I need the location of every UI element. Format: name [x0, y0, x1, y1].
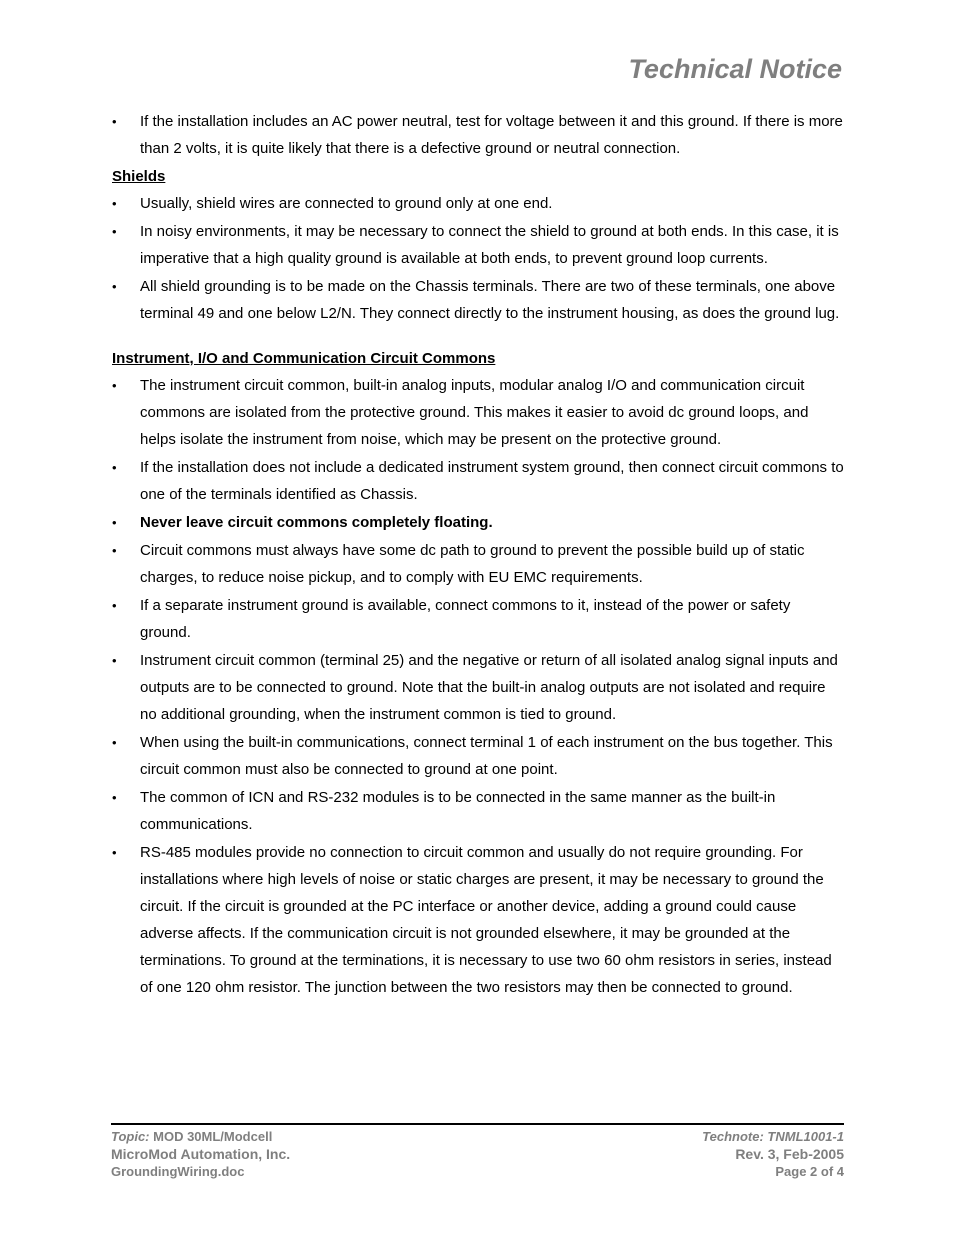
list-item	[112, 537, 844, 591]
intro-list	[112, 108, 844, 162]
list-item	[112, 454, 844, 508]
list-item-text: If the installation does not include a dedicated instrument system ground, then connect circuit commons to one of the terminals identified as Chassis.	[140, 459, 844, 503]
footer-row-topic	[111, 1128, 844, 1145]
list-item	[112, 108, 844, 162]
bullet-icon: •	[112, 845, 117, 860]
document-body	[112, 108, 844, 1002]
list-item-text: If the installation includes an AC power neutral, test for voltage between it and this ground. If there is more than 2 volts, it is quite likely that there is a defective ground or neutral connection.	[140, 113, 843, 157]
list-item-text: The instrument circuit common, built-in analog inputs, modular analog I/O and communication circuit commons are isolated from the protective ground. This makes it easier to avoid dc ground loops, and helps isolate the instrument from noise, which may be present on the protective ground.	[140, 377, 809, 448]
list-item-text: RS-485 modules provide no connection to circuit common and usually do not require grounding. For installations where high levels of noise or static charges are present, it may be necessary to ground the circuit. If the circuit is grounded at the PC interface or another device, adding a ground could cause adverse affects. If the communication circuit is not grounded elsewhere, it may be grounded at the terminations. To ground at the terminations, it is necessary to use two 60 ohm resistors in series, instead of one 120 ohm resistor. The junction between the two resistors may then be connected to ground.	[140, 844, 832, 996]
footer-filename: GroundingWiring.doc	[111, 1164, 245, 1179]
bullet-icon: •	[112, 114, 117, 129]
list-item	[112, 784, 844, 838]
list-item-text: In noisy environments, it may be necessary to connect the shield to ground at both ends. In this case, it is imperative that a high quality ground is available at both ends, to prevent ground loop currents.	[140, 223, 839, 267]
page-footer	[111, 1123, 844, 1180]
bullet-icon: •	[112, 224, 117, 239]
footer-row-file	[111, 1163, 844, 1180]
list-item	[112, 218, 844, 272]
bullet-icon: •	[112, 378, 117, 393]
footer-company: MicroMod Automation, Inc.	[111, 1146, 291, 1162]
footer-page-number: Page 2 of 4	[775, 1164, 844, 1179]
footer-topic-value: MOD 30ML/Modcell	[149, 1129, 273, 1144]
list-item	[112, 190, 844, 217]
list-item-text: All shield grounding is to be made on the Chassis terminals. There are two of these terminals, one above terminal 49 and one below L2/N. They connect directly to the instrument housing, as does the ground lug.	[140, 278, 840, 322]
bullet-icon: •	[112, 598, 117, 613]
footer-revision: Rev. 3, Feb-2005	[735, 1146, 844, 1162]
section-heading-shields: Shields	[112, 168, 166, 185]
footer-topic-label: Topic:	[111, 1129, 150, 1144]
list-item-text: When using the built-in communications, connect terminal 1 of each instrument on the bus together. This circuit common must also be connected to ground at one point.	[140, 734, 833, 778]
shields-list	[112, 190, 844, 327]
list-item-emphasis	[112, 509, 844, 536]
list-item	[112, 647, 844, 728]
list-item	[112, 273, 844, 327]
list-item	[112, 839, 844, 1001]
bullet-icon: •	[112, 460, 117, 475]
list-item	[112, 372, 844, 453]
list-item-text: Usually, shield wires are connected to ground only at one end.	[140, 195, 553, 212]
list-item-text: If a separate instrument ground is available, connect commons to it, instead of the power or safety ground.	[140, 597, 791, 641]
bullet-icon: •	[112, 515, 117, 530]
bullet-icon: •	[112, 196, 117, 211]
bullet-icon: •	[112, 735, 117, 750]
list-item-text: The common of ICN and RS-232 modules is to be connected in the same manner as the built-in communications.	[140, 789, 776, 833]
footer-topic	[111, 1128, 272, 1145]
list-item-text: Circuit commons must always have some dc path to ground to prevent the possible build up of static charges, to reduce noise pickup, and to comply with EU EMC requirements.	[140, 542, 805, 586]
list-item	[112, 592, 844, 646]
bullet-icon: •	[112, 543, 117, 558]
bullet-icon: •	[112, 790, 117, 805]
bullet-icon: •	[112, 279, 117, 294]
footer-row-company	[111, 1145, 844, 1163]
page-title: Technical Notice	[628, 54, 842, 84]
list-item	[112, 729, 844, 783]
commons-list	[112, 372, 844, 1001]
list-item-text: Instrument circuit common (terminal 25) and the negative or return of all isolated analog signal inputs and outputs are to be connected to ground. Note that the built-in analog outputs are not isolated and require no additional grounding, when the instrument common is tied to ground.	[140, 652, 838, 723]
bullet-icon: •	[112, 653, 117, 668]
footer-technote: Technote: TNML1001-1	[702, 1129, 844, 1144]
list-item-text: Never leave circuit commons completely floating.	[140, 514, 493, 531]
section-heading-commons: Instrument, I/O and Communication Circuit Commons	[112, 350, 496, 367]
